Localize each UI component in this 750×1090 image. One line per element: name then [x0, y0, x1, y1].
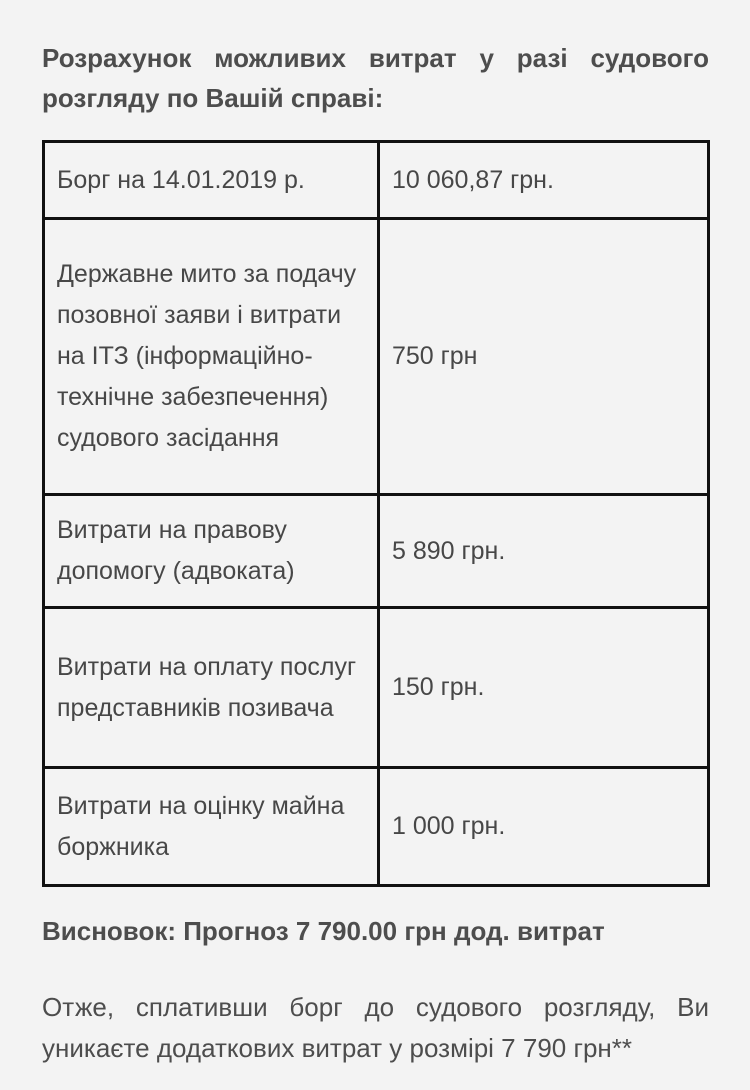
- expense-label: Витрати на оплату послуг представників позивача: [44, 608, 379, 768]
- expense-value: 750 грн: [379, 219, 709, 495]
- table-row: [44, 495, 709, 608]
- expense-label: Витрати на оцінку майна боржника: [44, 768, 379, 886]
- table-row: [44, 219, 709, 495]
- expense-value: 10 060,87 грн.: [379, 142, 709, 219]
- expense-value: 150 грн.: [379, 608, 709, 768]
- section-heading: Розрахунок можливих витрат у разі судового розгляду по Вашій справі:: [42, 43, 709, 113]
- expense-label: Державне мито за подачу позовної заяви і витрати на ІТЗ (інформаційно-технічне забезпечення) судового засідання: [44, 219, 379, 495]
- table-row: [44, 608, 709, 768]
- expense-value: 1 000 грн.: [379, 768, 709, 886]
- conclusion-text: Висновок: Прогноз 7 790.00 грн дод. витрат: [42, 916, 605, 946]
- table-row: [44, 142, 709, 219]
- expense-label: Витрати на правову допомогу (адвоката): [44, 495, 379, 608]
- expense-value: 5 890 грн.: [379, 495, 709, 608]
- expense-label: Борг на 14.01.2019 р.: [44, 142, 379, 219]
- expense-table: [42, 140, 710, 887]
- summary-text: Отже, сплативши борг до судового розгляду, Ви уникаєте додаткових витрат у розмірі 7 790 грн**: [42, 992, 709, 1063]
- table-row: [44, 768, 709, 886]
- document-page: [42, 38, 709, 1069]
